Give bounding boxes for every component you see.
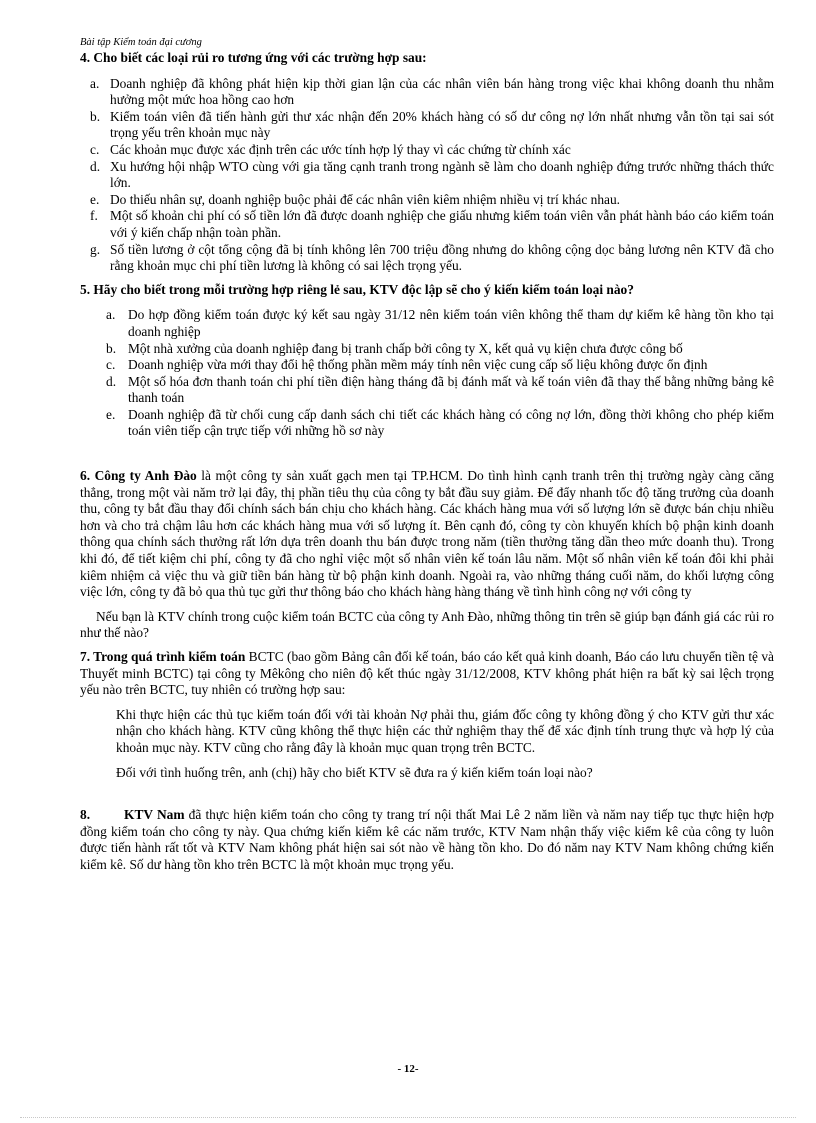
list-item	[80, 357, 774, 374]
page-content	[80, 50, 774, 874]
question-6-lead: 6. Công ty Anh Đào	[80, 468, 197, 484]
item-text: Xu hướng hội nhập WTO cùng với gia tăng cạnh tranh trong ngành sẽ làm cho doanh nghiệp đứng trước những thách thức lớn.	[110, 158, 774, 191]
item-marker: b.	[106, 340, 117, 356]
list-item	[80, 242, 774, 275]
question-7-case: Khi thực hiện các thủ tục kiểm toán đối với tài khoản Nợ phải thu, giám đốc công ty không đồng ý cho KTV gửi thư xác nhận cho khách hàng. KTV cũng không thể thực hiện các thử nghiệm thay thế để xác định tính trung thực và hợp lý của khoản mục này. KTV cũng cho rằng đây là khoản mục quan trọng trên BCTC.	[116, 706, 774, 755]
question-4	[80, 50, 774, 275]
item-text: Do thiếu nhân sự, doanh nghiệp buộc phải để các nhân viên kiêm nhiệm nhiều vị trí khác nhau.	[110, 191, 621, 207]
question-6-question: Nếu bạn là KTV chính trong cuộc kiểm toán BCTC của công ty Anh Đào, những thông tin trên sẽ giúp bạn đánh giá các rủi ro như thế nào?	[80, 608, 774, 641]
list-item	[80, 192, 774, 209]
question-8-body: đã thực hiện kiểm toán cho công ty trang trí nội thất Mai Lê 2 năm liền và năm nay tiếp tục thực hiện hợp đồng kiểm toán cho công ty này. Qua chứng kiến kiểm kê các năm trước, KTV Nam nhận thấy việc kiểm kê của công ty luôn được tiến hành rất tốt và KTV Nam không phát hiện sai sót nào về hàng tồn kho. Do đó năm nay KTV Nam không chứng kiến kiểm kê. Số dư hàng tồn kho trên BCTC là một khoản mục trọng yếu.	[80, 807, 774, 872]
item-marker: e.	[90, 191, 100, 207]
question-8-number: 8.	[80, 807, 91, 823]
running-header: Bài tập Kiểm toán đại cương	[80, 37, 202, 48]
question-4-list	[80, 76, 774, 275]
item-marker: g.	[90, 241, 101, 257]
item-text: Các khoản mục được xác định trên các ước tính hợp lý thay vì các chứng từ chính xác	[110, 141, 571, 157]
question-5	[80, 282, 774, 440]
item-text: Kiểm toán viên đã tiến hành gửi thư xác nhận đến 20% khách hàng có số dư công nợ lớn nhất nhưng vẫn tồn tại sai sót trọng yếu trên khoản mục này	[110, 108, 774, 141]
item-text: Do hợp đồng kiểm toán được ký kết sau ngày 31/12 nên kiểm toán viên không thể tham dự kiểm kê hàng tồn kho tại doanh nghiệp	[128, 307, 774, 339]
question-7-body: BCTC (bao gồm Bảng cân đối kế toán, báo cáo kết quả kinh doanh, Báo cáo lưu chuyển tiền tệ và Thuyết minh BCTC) tại công ty Mêkông cho niên độ kết thúc ngày 31/12/2008, KTV không phát hiện ra bất kỳ sai lệch trọng yếu nào trên BCTC, tuy nhiên có trường hợp sau:	[80, 649, 774, 698]
question-7-question: Đối với tình huống trên, anh (chị) hãy cho biết KTV sẽ đưa ra ý kiến kiểm toán loại nào?	[116, 764, 593, 780]
item-marker: f.	[90, 208, 98, 224]
question-8	[80, 807, 774, 873]
list-item	[80, 307, 774, 340]
question-8-paragraph	[80, 807, 774, 873]
item-marker: d.	[90, 158, 101, 174]
item-text: Số tiền lương ở cột tổng cộng đã bị tính không lên 700 triệu đồng nhưng do không cộng dọc bảng lương nên KTV đã cho rằng khoản mục chi phí tiền lương là không có sai lệch trọng yếu.	[110, 241, 774, 274]
question-6	[80, 468, 774, 642]
item-marker: b.	[90, 108, 101, 124]
item-text: Doanh nghiệp đã không phát hiện kịp thời gian lận của các nhân viên bán hàng trong việc khai không doanh thu nhằm hưởng một mức hoa hồng cao hơn	[110, 75, 774, 108]
item-marker: e.	[106, 406, 116, 422]
question-5-list	[80, 307, 774, 440]
list-item	[80, 374, 774, 407]
question-6-paragraph	[80, 468, 774, 601]
question-7-paragraph	[80, 649, 774, 699]
question-5-title: 5. Hãy cho biết trong mỗi trường hợp riêng lẻ sau, KTV độc lập sẽ cho ý kiến kiểm toán loại nào?	[80, 281, 634, 297]
list-item	[80, 142, 774, 159]
item-marker: a.	[106, 307, 116, 323]
item-text: Một số khoản chi phí có số tiền lớn đã được doanh nghiệp che giấu nhưng kiểm toán viên vẫn phát hành báo cáo kiểm toán với ý kiến chấp nhận toàn phần.	[110, 208, 774, 240]
page-bottom-divider	[20, 1117, 796, 1118]
item-text: Một nhà xưởng của doanh nghiệp đang bị tranh chấp bởi công ty X, kết quả vụ kiện chưa được công bố	[128, 340, 683, 356]
question-7-lead: 7. Trong quá trình kiểm toán	[80, 649, 246, 664]
list-item	[80, 208, 774, 241]
item-marker: d.	[106, 373, 117, 389]
question-8-lead: KTV Nam	[124, 807, 185, 823]
item-text: Doanh nghiệp vừa mới thay đổi hệ thống phần mềm máy tính nên việc cung cấp số liệu không được ổn định	[128, 357, 708, 373]
list-item	[80, 109, 774, 142]
question-6-body: là một công ty sản xuất gạch men tại TP.HCM. Do tình hình cạnh tranh trên thị trường ngày càng căng thẳng, trong một vài năm trở lại đây, thị phần tiêu thụ của công ty bắt đầu suy giảm. Để đẩy nhanh tốc độ tăng trưởng của doanh thu, công ty bắt đầu thay đổi chính sách bán chịu cho khách hàng. Các khách hàng mua với số lượng lớn sẽ được bán chịu nhiều hơn và cho trả chậm lâu hơn các khách hàng mua với số lượng ít. Bên cạnh đó, công ty còn khuyến khích bộ phận kinh doanh thông qua chính sách thưởng rất lớn dựa trên doanh thu bán được trong năm (tiền thưởng tăng dần theo mức doanh thu). Trong khi đó, để tiết kiệm chi phí, công ty đã cho nghỉ việc một số nhân viên kế toán lâu năm. Một số nhân viên kế toán đôi khi phải kiêm nhiệm cả việc thu và giữ tiền bán hàng từ bộ phận kinh doanh. Ngoài ra, vào những tháng cuối năm, do khối lượng công việc lớn, công ty đã bỏ qua thủ tục gửi thư thông báo cho khách hàng hàng tháng về tình hình công nợ với công ty	[80, 468, 775, 600]
list-item	[80, 159, 774, 192]
item-marker: c.	[90, 141, 100, 157]
list-item	[80, 341, 774, 358]
item-marker: a.	[90, 75, 100, 91]
item-text: Một số hóa đơn thanh toán chi phí tiền điện hàng tháng đã bị đánh mất và kế toán viên đã thay thế bằng những bảng kê thanh toán	[128, 373, 774, 406]
item-marker: c.	[106, 357, 116, 373]
question-7	[80, 649, 774, 781]
list-item	[80, 407, 774, 440]
item-text: Doanh nghiệp đã từ chối cung cấp danh sách chi tiết các khách hàng có công nợ lớn, đồng thời không cho phép kiểm toán viên tiếp cận trực tiếp với những hồ sơ này	[128, 406, 774, 439]
page-number: - 12-	[397, 1063, 419, 1075]
question-4-title: 4. Cho biết các loại rủi ro tương ứng với các trường hợp sau:	[80, 50, 427, 65]
list-item	[80, 76, 774, 109]
